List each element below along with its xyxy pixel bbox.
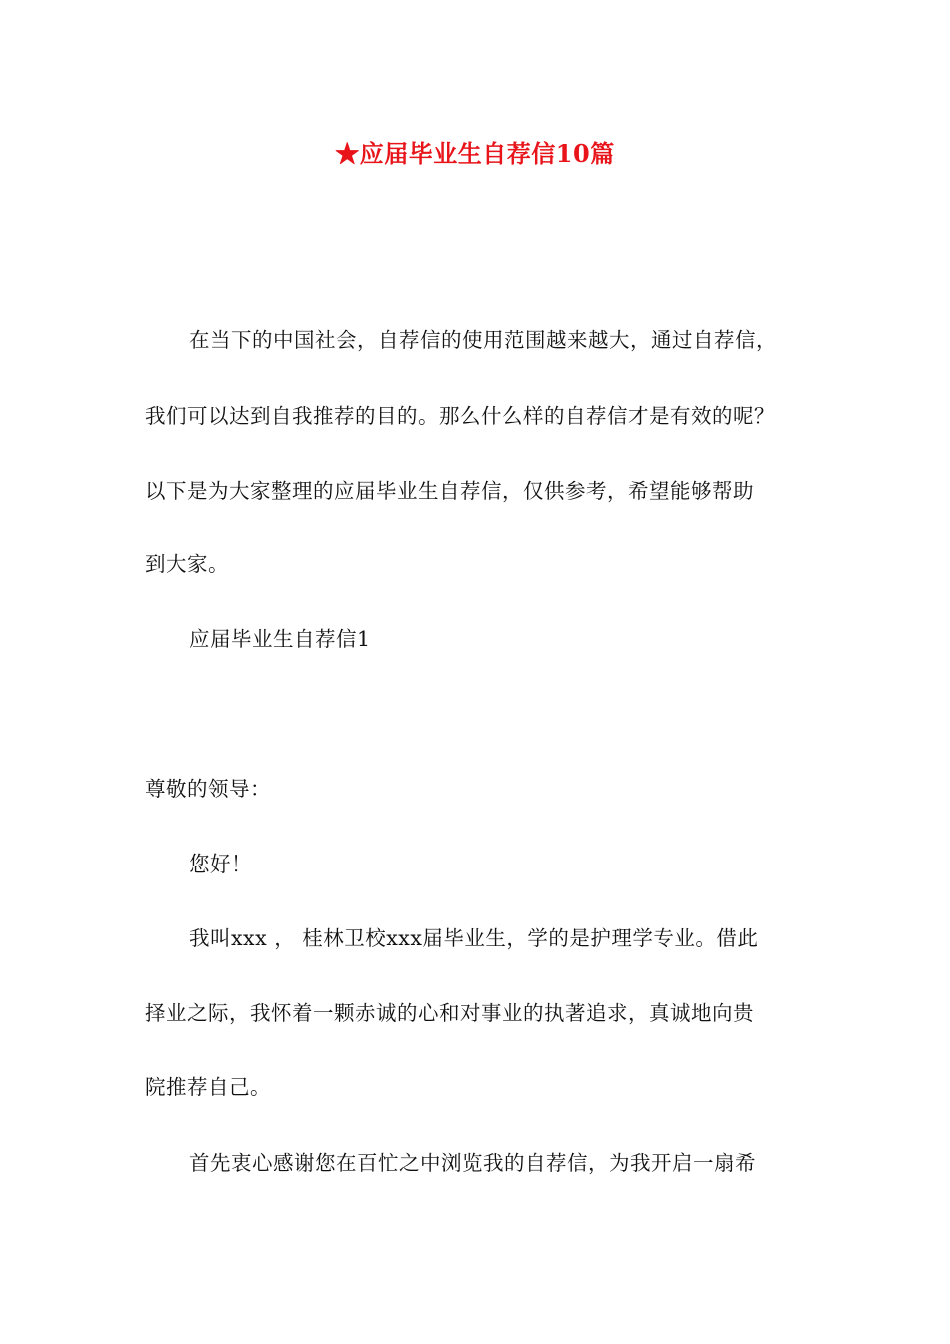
paragraph-line: 我叫xxx ， 桂林卫校xxx届毕业生，学的是护理学专业。借此 bbox=[189, 926, 759, 950]
paragraph-line: 在当下的中国社会，自荐信的使用范围越来越大，通过自荐信， bbox=[189, 328, 777, 352]
paragraph-line: 首先衷心感谢您在百忙之中浏览我的自荐信，为我开启一扇希 bbox=[189, 1151, 756, 1175]
salutation: 尊敬的领导： bbox=[145, 777, 271, 801]
document-title: ★应届毕业生自荐信10篇 bbox=[335, 139, 615, 168]
paragraph-line: 院推荐自己。 bbox=[145, 1075, 271, 1099]
section-heading: 应届毕业生自荐信1 bbox=[189, 627, 371, 651]
paragraph-line: 择业之际，我怀着一颗赤诚的心和对事业的执著追求，真诚地向贵 bbox=[145, 1001, 754, 1025]
paragraph-line: 以下是为大家整理的应届毕业生自荐信，仅供参考，希望能够帮助 bbox=[145, 479, 754, 503]
paragraph-line: 到大家。 bbox=[145, 552, 229, 576]
greeting: 您好！ bbox=[189, 852, 252, 876]
paragraph-line: 我们可以达到自我推荐的目的。那么什么样的自荐信才是有效的呢？ bbox=[145, 404, 775, 428]
